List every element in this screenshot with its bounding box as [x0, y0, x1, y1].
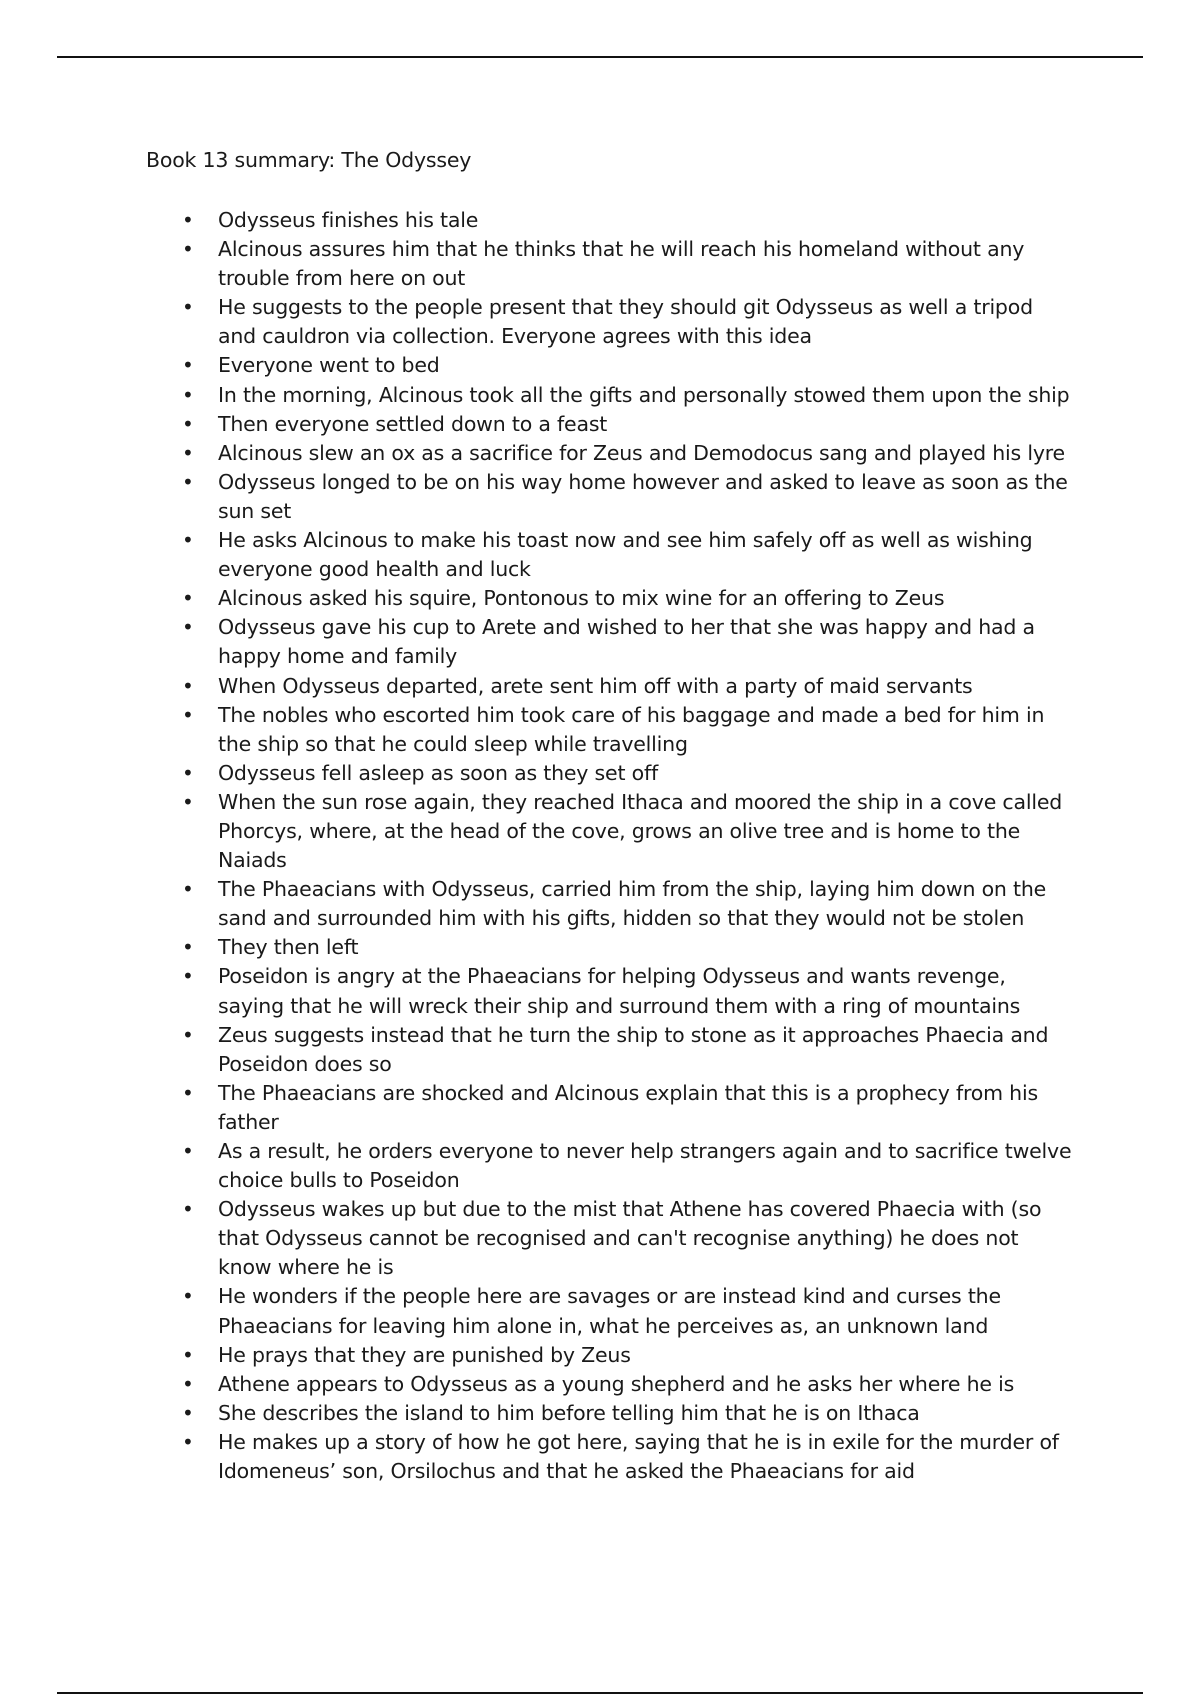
- list-item: [146, 351, 1076, 380]
- bullet-icon: •: [182, 1139, 194, 1163]
- list-item-text: He asks Alcinous to make his toast now and see him safely off as well as wishing everyone good health and luck: [218, 528, 1033, 582]
- list-item: [146, 1341, 1076, 1370]
- list-item-text: Athene appears to Odysseus as a young shepherd and he asks her where he is: [218, 1371, 1015, 1396]
- bottom-rule: [57, 1692, 1143, 1694]
- bullet-icon: •: [182, 964, 194, 989]
- list-item: [146, 962, 1076, 1020]
- list-item: [146, 410, 1076, 439]
- list-item: [146, 1195, 1076, 1282]
- top-rule: [57, 56, 1143, 58]
- bullet-icon: •: [182, 1429, 194, 1454]
- list-item: [146, 1370, 1076, 1399]
- list-item-text: Then everyone settled down to a feast: [218, 411, 608, 436]
- list-item: [146, 1428, 1076, 1486]
- list-item: [146, 875, 1076, 933]
- bullet-icon: •: [182, 1400, 194, 1425]
- bullet-icon: •: [182, 935, 194, 960]
- bullet-icon: •: [182, 760, 194, 785]
- document-title: Book 13 summary: The Odyssey: [146, 148, 472, 172]
- bullet-icon: •: [182, 1080, 194, 1105]
- list-item-text: Alcinous asked his squire, Pontonous to mix wine for an offering to Zeus: [218, 586, 945, 611]
- list-item: [146, 439, 1076, 468]
- bullet-icon: •: [182, 789, 194, 814]
- list-item-text: Odysseus gave his cup to Arete and wished to her that she was happy and had a happy home and family: [218, 615, 1035, 669]
- list-item-text: The Phaeacians with Odysseus, carried him from the ship, laying him down on the sand and surrounded him with his gifts, hidden so that they would not be stolen: [218, 877, 1047, 931]
- list-item-text: In the morning, Alcinous took all the gifts and personally stowed them upon the ship: [218, 382, 1070, 407]
- list-item-text: Odysseus longed to be on his way home however and asked to leave as soon as the sun set: [218, 469, 1068, 523]
- list-item-text: He prays that they are punished by Zeus: [218, 1342, 631, 1367]
- list-item: [146, 1282, 1076, 1340]
- list-item: [146, 381, 1076, 410]
- summary-bullet-list: [146, 206, 1076, 1486]
- bullet-icon: •: [182, 382, 194, 407]
- bullet-icon: •: [182, 353, 194, 378]
- bullet-icon: •: [182, 586, 194, 611]
- list-item-text: They then left: [218, 935, 359, 960]
- list-item: [146, 613, 1076, 671]
- list-item-text: When the sun rose again, they reached Ithaca and moored the ship in a cove called Phorcys, where, at the head of the cove, grows an olive tree and is home to the Naiads: [218, 789, 1063, 873]
- bullet-icon: •: [182, 702, 194, 727]
- list-item: [146, 788, 1076, 875]
- list-item: [146, 293, 1076, 351]
- list-item-text: Odysseus finishes his tale: [218, 208, 479, 232]
- list-item: [146, 759, 1076, 788]
- bullet-icon: •: [182, 1197, 194, 1222]
- list-item: [146, 933, 1076, 962]
- bullet-icon: •: [182, 1022, 194, 1047]
- bullet-icon: •: [182, 411, 194, 436]
- list-item-text: He suggests to the people present that they should git Odysseus as well a tripod and cauldron via collection. Everyone agrees with this idea: [218, 295, 1033, 349]
- list-item-text: He wonders if the people here are savages or are instead kind and curses the Phaeacians for leaving him alone in, what he perceives as, an unknown land: [218, 1284, 1001, 1338]
- list-item-text: Alcinous assures him that he thinks that he will reach his homeland without any trouble from here on out: [218, 237, 1025, 291]
- list-item: [146, 526, 1076, 584]
- bullet-icon: •: [182, 295, 194, 320]
- list-item-text: Zeus suggests instead that he turn the ship to stone as it approaches Phaecia and Poseidon does so: [218, 1022, 1049, 1076]
- bullet-icon: •: [182, 877, 194, 902]
- list-item: [146, 701, 1076, 759]
- list-item-text: She describes the island to him before telling him that he is on Ithaca: [218, 1400, 920, 1425]
- list-item-text: Poseidon is angry at the Phaeacians for helping Odysseus and wants revenge, saying that he will wreck their ship and surround them with a ring of mountains: [218, 964, 1021, 1018]
- bullet-icon: •: [182, 440, 194, 465]
- list-item-text: As a result, he orders everyone to never help strangers again and to sacrifice twelve choice bulls to Poseidon: [218, 1139, 1072, 1193]
- bullet-icon: •: [182, 237, 194, 262]
- list-item-text: Odysseus wakes up but due to the mist that Athene has covered Phaecia with (so that Odysseus cannot be recognised and can't recognise anything) he does not know where he is: [218, 1197, 1042, 1280]
- bullet-icon: •: [182, 528, 194, 553]
- list-item-text: Alcinous slew an ox as a sacrifice for Zeus and Demodocus sang and played his lyre: [218, 440, 1065, 465]
- list-item-text: Odysseus fell asleep as soon as they set off: [218, 760, 658, 785]
- bullet-icon: •: [182, 1342, 194, 1367]
- list-item: [146, 672, 1076, 701]
- list-item: [146, 468, 1076, 526]
- list-item-text: Everyone went to bed: [218, 353, 440, 378]
- bullet-icon: •: [182, 1284, 194, 1309]
- list-item: [146, 1079, 1076, 1137]
- list-item: [146, 1399, 1076, 1428]
- bullet-icon: •: [182, 469, 194, 494]
- list-item: [146, 206, 1076, 235]
- bullet-icon: •: [182, 673, 194, 698]
- list-item: [146, 1137, 1076, 1195]
- list-item-text: The Phaeacians are shocked and Alcinous explain that this is a prophecy from his father: [218, 1080, 1038, 1134]
- list-item: [146, 584, 1076, 613]
- list-item: [146, 1021, 1076, 1079]
- list-item-text: He makes up a story of how he got here, saying that he is in exile for the murder of Idomeneus’ son, Orsilochus and that he asked the Phaeacians for aid: [218, 1429, 1059, 1484]
- bullet-icon: •: [182, 1371, 194, 1396]
- bullet-icon: •: [182, 208, 194, 232]
- list-item-text: When Odysseus departed, arete sent him off with a party of maid servants: [218, 673, 973, 698]
- list-item: [146, 235, 1076, 293]
- bullet-icon: •: [182, 615, 194, 640]
- list-item-text: The nobles who escorted him took care of his baggage and made a bed for him in the ship so that he could sleep while travelling: [218, 702, 1045, 756]
